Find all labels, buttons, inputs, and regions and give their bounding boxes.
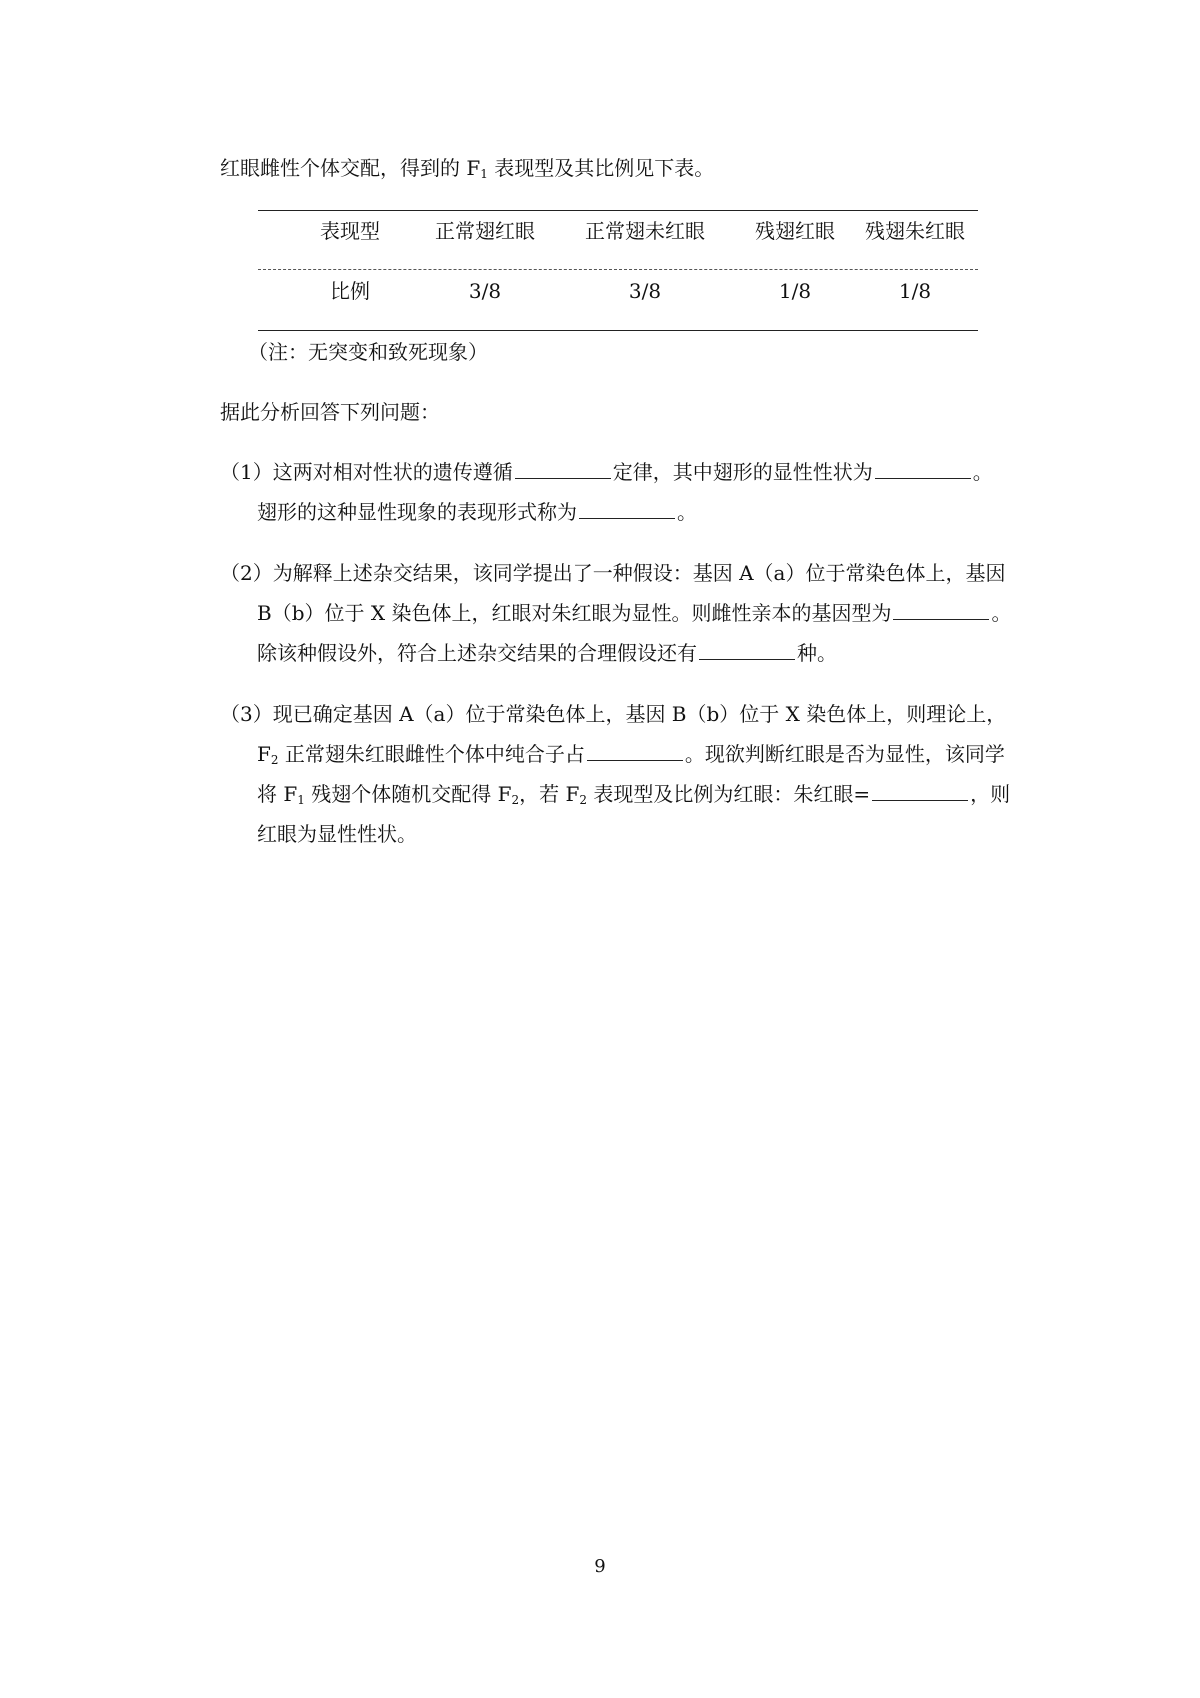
q3-text-c: 。现欲判断红眼是否为显性，该同学 xyxy=(684,742,1005,766)
q3-text-d: 将 F xyxy=(257,782,298,806)
q1-text-a: （1）这两对相对性状的遗传遵循 xyxy=(220,460,513,484)
table-cell: 1/8 xyxy=(898,279,932,303)
answer-blank[interactable] xyxy=(587,742,683,761)
q1-text-e: 。 xyxy=(677,500,697,524)
intro-line xyxy=(220,154,714,188)
question-2-line-1 xyxy=(220,559,1005,587)
page-number: 9 xyxy=(594,1556,606,1577)
table-header-cell: 正常翅红眼 xyxy=(435,219,535,243)
table-cell: 3/8 xyxy=(468,279,502,303)
table-header-cell: 正常翅未红眼 xyxy=(585,219,705,243)
table-top-rule xyxy=(258,210,978,211)
question-3-line-1 xyxy=(220,700,1006,728)
question-1-line-1 xyxy=(220,458,993,486)
q1-text-b: 定律，其中翅形的显性性状为 xyxy=(612,460,873,484)
q1-text-c: 。 xyxy=(972,460,993,484)
q3-text-g: 表现型及比例为红眼：朱红眼= xyxy=(586,782,871,806)
table-cell: 3/8 xyxy=(628,279,662,303)
table-header-cell: 残翅红眼 xyxy=(755,219,835,243)
question-2-line-2 xyxy=(257,599,1011,627)
question-3-line-3 xyxy=(257,780,1010,814)
answer-blank[interactable] xyxy=(515,460,611,479)
intro-subscript: 1 xyxy=(480,167,488,181)
q3-subscript: 2 xyxy=(270,753,279,767)
q3-f-label: F xyxy=(257,742,271,766)
q1-text-d: 翅形的这种显性现象的表现形式称为 xyxy=(257,500,577,524)
answer-blank[interactable] xyxy=(872,782,968,801)
q2-text-c: 。 xyxy=(991,601,1012,625)
table-cell: 比例 xyxy=(330,279,370,303)
answer-blank[interactable] xyxy=(875,460,971,479)
q2-text-a: （2）为解释上述杂交结果，该同学提出了一种假设：基因 A（a）位于常染色体上，基因 xyxy=(220,561,1006,585)
answer-blank[interactable] xyxy=(699,641,795,660)
question-1-line-2 xyxy=(257,498,697,526)
table-mid-rule xyxy=(258,269,978,270)
table-header-cell: 表现型 xyxy=(320,219,380,243)
intro-text-b: 表现型及其比例见下表。 xyxy=(487,156,715,180)
q2-text-d: 除该种假设外，符合上述杂交结果的合理假设还有 xyxy=(257,641,697,665)
answer-blank[interactable] xyxy=(893,601,989,620)
intro-text-a: 红眼雌性个体交配，得到的 F xyxy=(220,156,481,180)
q3-text-a: （3）现已确定基因 A（a）位于常染色体上，基因 B（b）位于 X 染色体上，则理论上， xyxy=(220,702,1007,726)
question-3-line-2 xyxy=(257,740,1005,774)
table-bottom-rule xyxy=(258,330,978,331)
q2-text-e: 种。 xyxy=(797,641,837,665)
q3-text-h: ，则 xyxy=(970,782,1011,806)
q3-subscript: 1 xyxy=(297,793,305,807)
table-cell: 1/8 xyxy=(778,279,812,303)
q3-text-b: 正常翅朱红眼雌性个体中纯合子占 xyxy=(278,742,585,766)
q3-text-i: 红眼为显性性状。 xyxy=(257,822,417,846)
question-2-line-3 xyxy=(257,639,837,667)
q3-text-e: 残翅个体随机交配得 F xyxy=(304,782,512,806)
question-3-line-4 xyxy=(257,820,417,848)
q3-text-f: ，若 F xyxy=(519,782,580,806)
question-prompt: 据此分析回答下列问题： xyxy=(220,400,440,424)
answer-blank[interactable] xyxy=(579,500,675,519)
q3-subscript: 2 xyxy=(511,793,520,807)
table-note: （注：无突变和致死现象） xyxy=(248,340,488,364)
q2-text-b: B（b）位于 X 染色体上，红眼对朱红眼为显性。则雌性亲本的基因型为 xyxy=(257,601,892,625)
table-header-cell: 残翅朱红眼 xyxy=(865,219,965,243)
q3-subscript: 2 xyxy=(579,793,587,807)
